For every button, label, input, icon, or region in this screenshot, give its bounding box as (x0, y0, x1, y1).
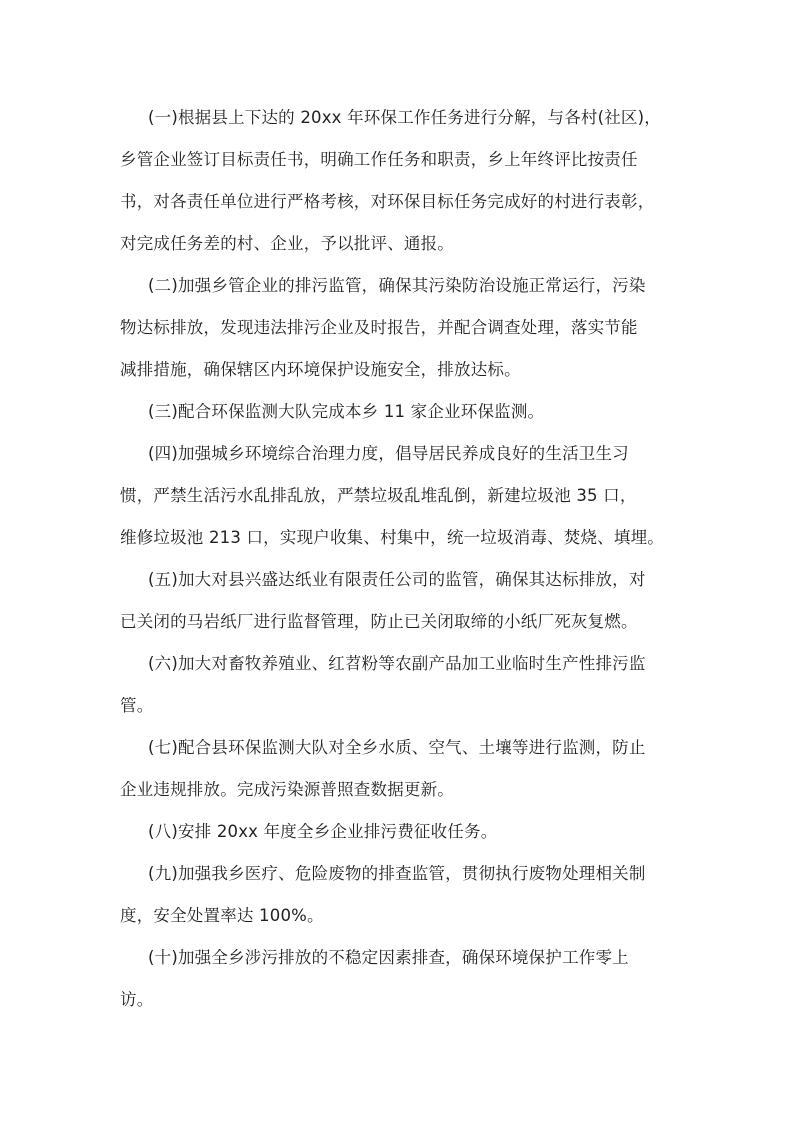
paragraph-line: 管。 (120, 696, 154, 715)
paragraph (120, 858, 676, 942)
paragraph-line: (六)加大对畜牧养殖业、红苕粉等农副产品加工业临时生产性排污监 (148, 654, 646, 673)
paragraph (120, 942, 676, 1026)
paragraph-line: 访。 (120, 990, 154, 1009)
paragraph (120, 816, 676, 858)
paragraph-line: (三)配合环保监测大队完成本乡 11 家企业环保监测。 (148, 402, 545, 421)
paragraph-line: (九)加强我乡医疗、危险废物的排查监管，贯彻执行废物处理相关制 (148, 864, 646, 883)
paragraph-line: (七)配合县环保监测大队对全乡水质、空气、土壤等进行监测，防止 (148, 738, 646, 757)
paragraph-line: 物达标排放，发现违法排污企业及时报告，并配合调查处理，落实节能 (120, 318, 638, 337)
paragraph-line: 维修垃圾池 213 口，实现户收集、村集中，统一垃圾消毒、焚烧、填埋。 (120, 528, 664, 547)
paragraph (120, 102, 676, 270)
paragraph-line: 乡管企业签订目标责任书，明确工作任务和职责，乡上年终评比按责任 (120, 150, 638, 169)
paragraph-line: (十)加强全乡涉污排放的不稳定因素排查，确保环境保护工作零上 (148, 948, 629, 967)
paragraph (120, 396, 676, 438)
paragraph-line: 减排措施，确保辖区内环境保护设施安全，排放达标。 (120, 360, 521, 379)
paragraph-line: (一)根据县上下达的 20xx 年环保工作任务进行分解，与各村(社区)， (148, 108, 661, 127)
paragraph-line: 企业违规排放。完成污染源普照查数据更新。 (120, 780, 454, 799)
paragraph-line: 对完成任务差的村、企业，予以批评、通报。 (120, 234, 454, 253)
paragraph (120, 564, 676, 648)
paragraph-line: (二)加强乡管企业的排污监管，确保其污染防治设施正常运行，污染 (148, 276, 646, 295)
paragraph (120, 732, 676, 816)
document-body (120, 102, 676, 1026)
paragraph-line: 度，安全处置率达 100%。 (120, 906, 324, 925)
paragraph (120, 270, 676, 396)
paragraph-line: (四)加强城乡环境综合治理力度，倡导居民养成良好的生活卫生习 (148, 444, 629, 463)
paragraph-line: (五)加大对县兴盛达纸业有限责任公司的监管，确保其达标排放，对 (148, 570, 646, 589)
paragraph (120, 438, 676, 564)
paragraph-line: 书，对各责任单位进行严格考核，对环保目标任务完成好的村进行表彰， (120, 192, 655, 211)
paragraph-line: (八)安排 20xx 年度全乡企业排污费征收任务。 (148, 822, 498, 841)
paragraph-line: 已关闭的马岩纸厂进行监督管理，防止已关闭取缔的小纸厂死灰复燃。 (120, 612, 638, 631)
paragraph-line: 惯，严禁生活污水乱排乱放，严禁垃圾乱堆乱倒，新建垃圾池 35 口， (120, 486, 637, 505)
paragraph (120, 648, 676, 732)
